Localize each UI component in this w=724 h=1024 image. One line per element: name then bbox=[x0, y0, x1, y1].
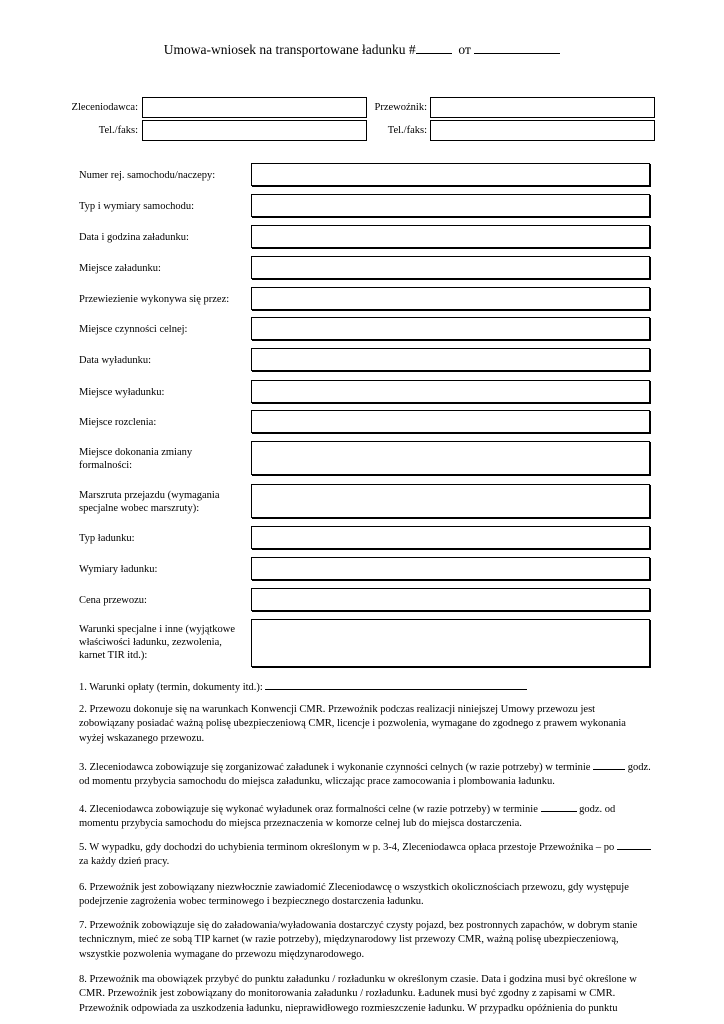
title-text: Umowa-wniosek na transportowane ładunku # bbox=[163, 42, 416, 57]
document-title bbox=[0, 42, 724, 58]
term-5-text-b: za każdy dzień pracy. bbox=[79, 856, 170, 868]
carrier-phone-field[interactable] bbox=[430, 120, 655, 141]
contract-number-field[interactable] bbox=[416, 43, 452, 54]
term-3-text-b: godz. od momentu przybycia samochodu do miejsca załadunku, wliczając prace zamocowania i plombowania ładunku. bbox=[79, 762, 651, 788]
vehicle-type-field[interactable] bbox=[251, 194, 650, 217]
term-8: 8. Przewoźnik ma obowiązek przybyć do punktu załadunku / rozładunku w określonym czasie. Data i godzina musi być określone w CMR. Przewoźnik jest zobowiązany do monitorowania załadunku / rozładunku. Ładunek musi być zgodny z zapisami w CMR. Przewoźnik odpowiada za uszkodzenia ładunku, nieprawidłowego rozmieszczenie ładunku. W przypadku opóźnienia do punktu bbox=[79, 974, 637, 1014]
term-6: 6. Przewoźnik jest zobowiązany niezwłocznie zawiadomić Zleceniodawcę o wszystkich okolicznościach przewozu, gdy występuje podejrzenie zagrożenia wobec terminowego i bezpiecznego dostarczenia ładunku. bbox=[79, 882, 629, 908]
field-label: Miejsce dokonania zmiany formalności: bbox=[79, 447, 193, 471]
field-label: Cena przewozu: bbox=[79, 595, 147, 606]
term-5 bbox=[79, 840, 651, 870]
field-label: Wymiary ładunku: bbox=[79, 564, 158, 575]
loading-datetime-field[interactable] bbox=[251, 225, 650, 248]
term-5-text-a: 5. W wypadku, gdy dochodzi do uchybienia terminom określonym w p. 3-4, Zleceniodawca opłaca przestoje Przewoźnika – po bbox=[79, 842, 615, 853]
field-label: Typ ładunku: bbox=[79, 533, 135, 544]
term-7: 7. Przewoźnik zobowiązuje się do załadowania/wyładowania dostarczyć czysty pojazd, bez postronnych zapachów, w dobrym stanie technicznym, mieć ze sobą TIP karnet (w razie potrzeby), międzynarodowy list przewozy CMR, ważną polisę ubezpieczeniową, wszystkie pozwolenia wymagane do przewozu międzynarodowego. bbox=[79, 920, 638, 960]
customs-place-field[interactable] bbox=[251, 317, 650, 340]
field-label: Przewiezienie wykonywa się przez: bbox=[79, 294, 230, 305]
loading-place-field[interactable] bbox=[251, 256, 650, 279]
term-4-text-b: godz. od momentu przybycia samochodu do miejsca przeznaczenia w komorze celnej lub do miejsca dostarczenia. bbox=[79, 804, 616, 830]
vehicle-reg-field[interactable] bbox=[251, 163, 650, 186]
payment-terms-line[interactable] bbox=[265, 680, 527, 690]
client-field[interactable] bbox=[142, 97, 367, 118]
demurrage-amount-blank[interactable] bbox=[617, 840, 651, 850]
field-label: Warunki specjalne i inne (wyjątkowe właściwości ładunku, zezwolenia, karnet TIR itd.): bbox=[79, 624, 236, 661]
field-label: Marszruta przejazdu (wymagania specjalne wobec marszruty): bbox=[79, 490, 220, 514]
cargo-type-field[interactable] bbox=[251, 526, 650, 549]
client-label: Zleceniodawca: bbox=[71, 102, 138, 113]
term-4 bbox=[79, 802, 651, 832]
term-1-text: 1. Warunki opłaty (termin, dokumenty itd.): bbox=[79, 682, 263, 693]
field-label: Data i godzina załadunku: bbox=[79, 232, 189, 243]
carrier-field[interactable] bbox=[430, 97, 655, 118]
field-label: Numer rej. samochodu/naczepy: bbox=[79, 170, 216, 181]
cargo-dimensions-field[interactable] bbox=[251, 557, 650, 580]
title-date-label: от bbox=[458, 42, 471, 57]
loading-hours-blank[interactable] bbox=[593, 760, 625, 770]
field-label: Typ i wymiary samochodu: bbox=[79, 201, 195, 212]
route-field[interactable] bbox=[251, 484, 650, 518]
client-phone-field[interactable] bbox=[142, 120, 367, 141]
term-3 bbox=[79, 760, 651, 790]
price-field[interactable] bbox=[251, 588, 650, 611]
term-4-text-a: 4. Zleceniodawca zobowiązuje się wykonać wyładunek oraz formalności celne (w razie potrzeby) w terminie bbox=[79, 804, 538, 815]
carrier-phone-label: Tel./faks: bbox=[387, 125, 427, 136]
term-2: 2. Przewozu dokonuje się na warunkach Konwencji CMR. Przewoźnik podczas realizacji niniejszej Umowy przewozu jest zobowiązany posiadać ważną polisę ubezpieczeniową CMR, licencje i pozwolenia, wymagane do zgodnego z prawem wykonania wyżej wskazanego przewozu. bbox=[79, 704, 626, 744]
field-label: Data wyładunku: bbox=[79, 355, 152, 366]
unloading-date-field[interactable] bbox=[251, 348, 650, 371]
field-label: Miejsce wyładunku: bbox=[79, 387, 165, 398]
transit-via-field[interactable] bbox=[251, 287, 650, 310]
unloading-place-field[interactable] bbox=[251, 380, 650, 403]
customs-clearance-field[interactable] bbox=[251, 410, 650, 433]
client-phone-label: Tel./faks: bbox=[98, 125, 138, 136]
field-label: Miejsce załadunku: bbox=[79, 263, 161, 274]
field-label: Miejsce rozclenia: bbox=[79, 417, 157, 428]
unloading-hours-blank[interactable] bbox=[541, 802, 577, 812]
special-conditions-field[interactable] bbox=[251, 619, 650, 667]
term-3-text-a: 3. Zleceniodawca zobowiązuje się zorganizować załadunek i wykonanie czynności celnych (w razie potrzeby) w terminie bbox=[79, 762, 591, 773]
field-label: Miejsce czynności celnej: bbox=[79, 324, 188, 335]
term-1 bbox=[79, 680, 651, 695]
formalities-change-field[interactable] bbox=[251, 441, 650, 475]
carrier-label: Przewoźnik: bbox=[374, 102, 427, 113]
contract-date-field[interactable] bbox=[474, 43, 560, 54]
